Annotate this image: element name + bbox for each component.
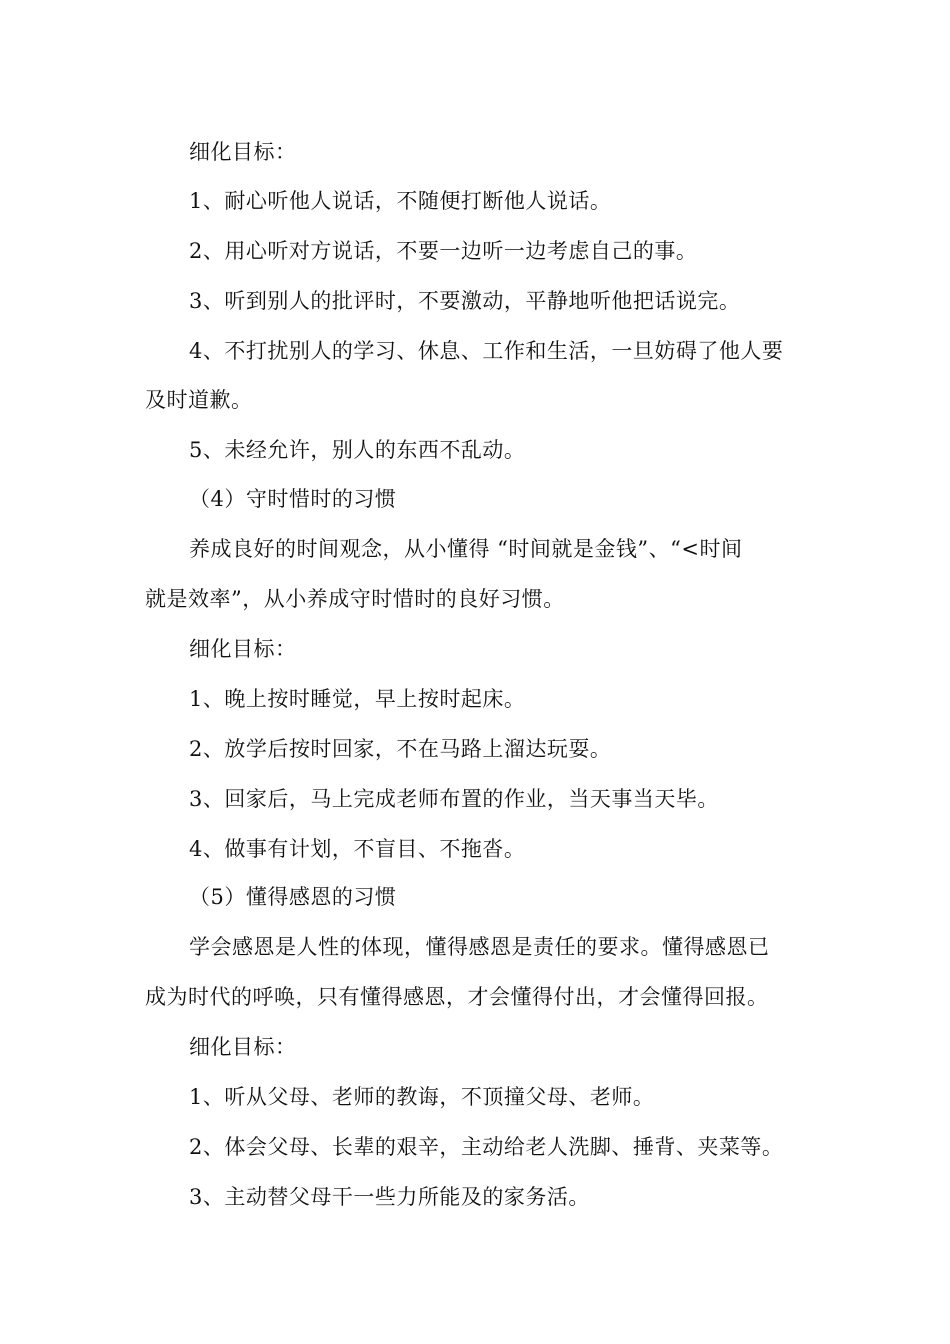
subgoal-heading: 细化目标： bbox=[189, 140, 297, 164]
list-item: 2、用心听对方说话，不要一边听一边考虑自己的事。 bbox=[189, 239, 698, 263]
subgoal-heading: 细化目标： bbox=[189, 637, 297, 661]
list-item: 1、晚上按时睡觉，早上按时起床。 bbox=[189, 687, 526, 711]
list-item: 1、耐心听他人说话，不随便打断他人说话。 bbox=[189, 189, 612, 213]
list-item: 3、听到别人的批评时，不要激动，平静地听他把话说完。 bbox=[189, 289, 741, 313]
section-heading: （4）守时惜时的习惯 bbox=[189, 487, 397, 511]
paragraph: 学会感恩是人性的体现，懂得感恩是责任的要求。懂得感恩已 bbox=[189, 935, 770, 959]
list-item: 3、主动替父母干一些力所能及的家务活。 bbox=[189, 1185, 590, 1209]
subgoal-heading: 细化目标： bbox=[189, 1035, 297, 1059]
paragraph-continuation: 就是效率”，从小养成守时惜时的良好习惯。 bbox=[145, 587, 565, 611]
list-item: 3、回家后，马上完成老师布置的作业，当天事当天毕。 bbox=[189, 787, 719, 811]
list-item-continuation: 及时道歉。 bbox=[145, 388, 253, 412]
paragraph: 养成良好的时间观念，从小懂得 “时间就是金钱”、“<时间 bbox=[189, 537, 743, 561]
section-heading: （5）懂得感恩的习惯 bbox=[189, 885, 397, 909]
list-item: 2、放学后按时回家，不在马路上溜达玩耍。 bbox=[189, 737, 612, 761]
list-item: 5、未经允许，别人的东西不乱动。 bbox=[189, 438, 526, 462]
list-item: 4、不打扰别人的学习、休息、工作和生活，一旦妨碍了他人要 bbox=[189, 339, 784, 363]
list-item: 4、做事有计划，不盲目、不拖沓。 bbox=[189, 837, 526, 861]
list-item: 1、听从父母、老师的教诲，不顶撞父母、老师。 bbox=[189, 1085, 655, 1109]
paragraph-continuation: 成为时代的呼唤，只有懂得感恩，才会懂得付出，才会懂得回报。 bbox=[145, 985, 769, 1009]
list-item: 2、体会父母、长辈的艰辛，主动给老人洗脚、捶背、夹菜等。 bbox=[189, 1135, 784, 1159]
